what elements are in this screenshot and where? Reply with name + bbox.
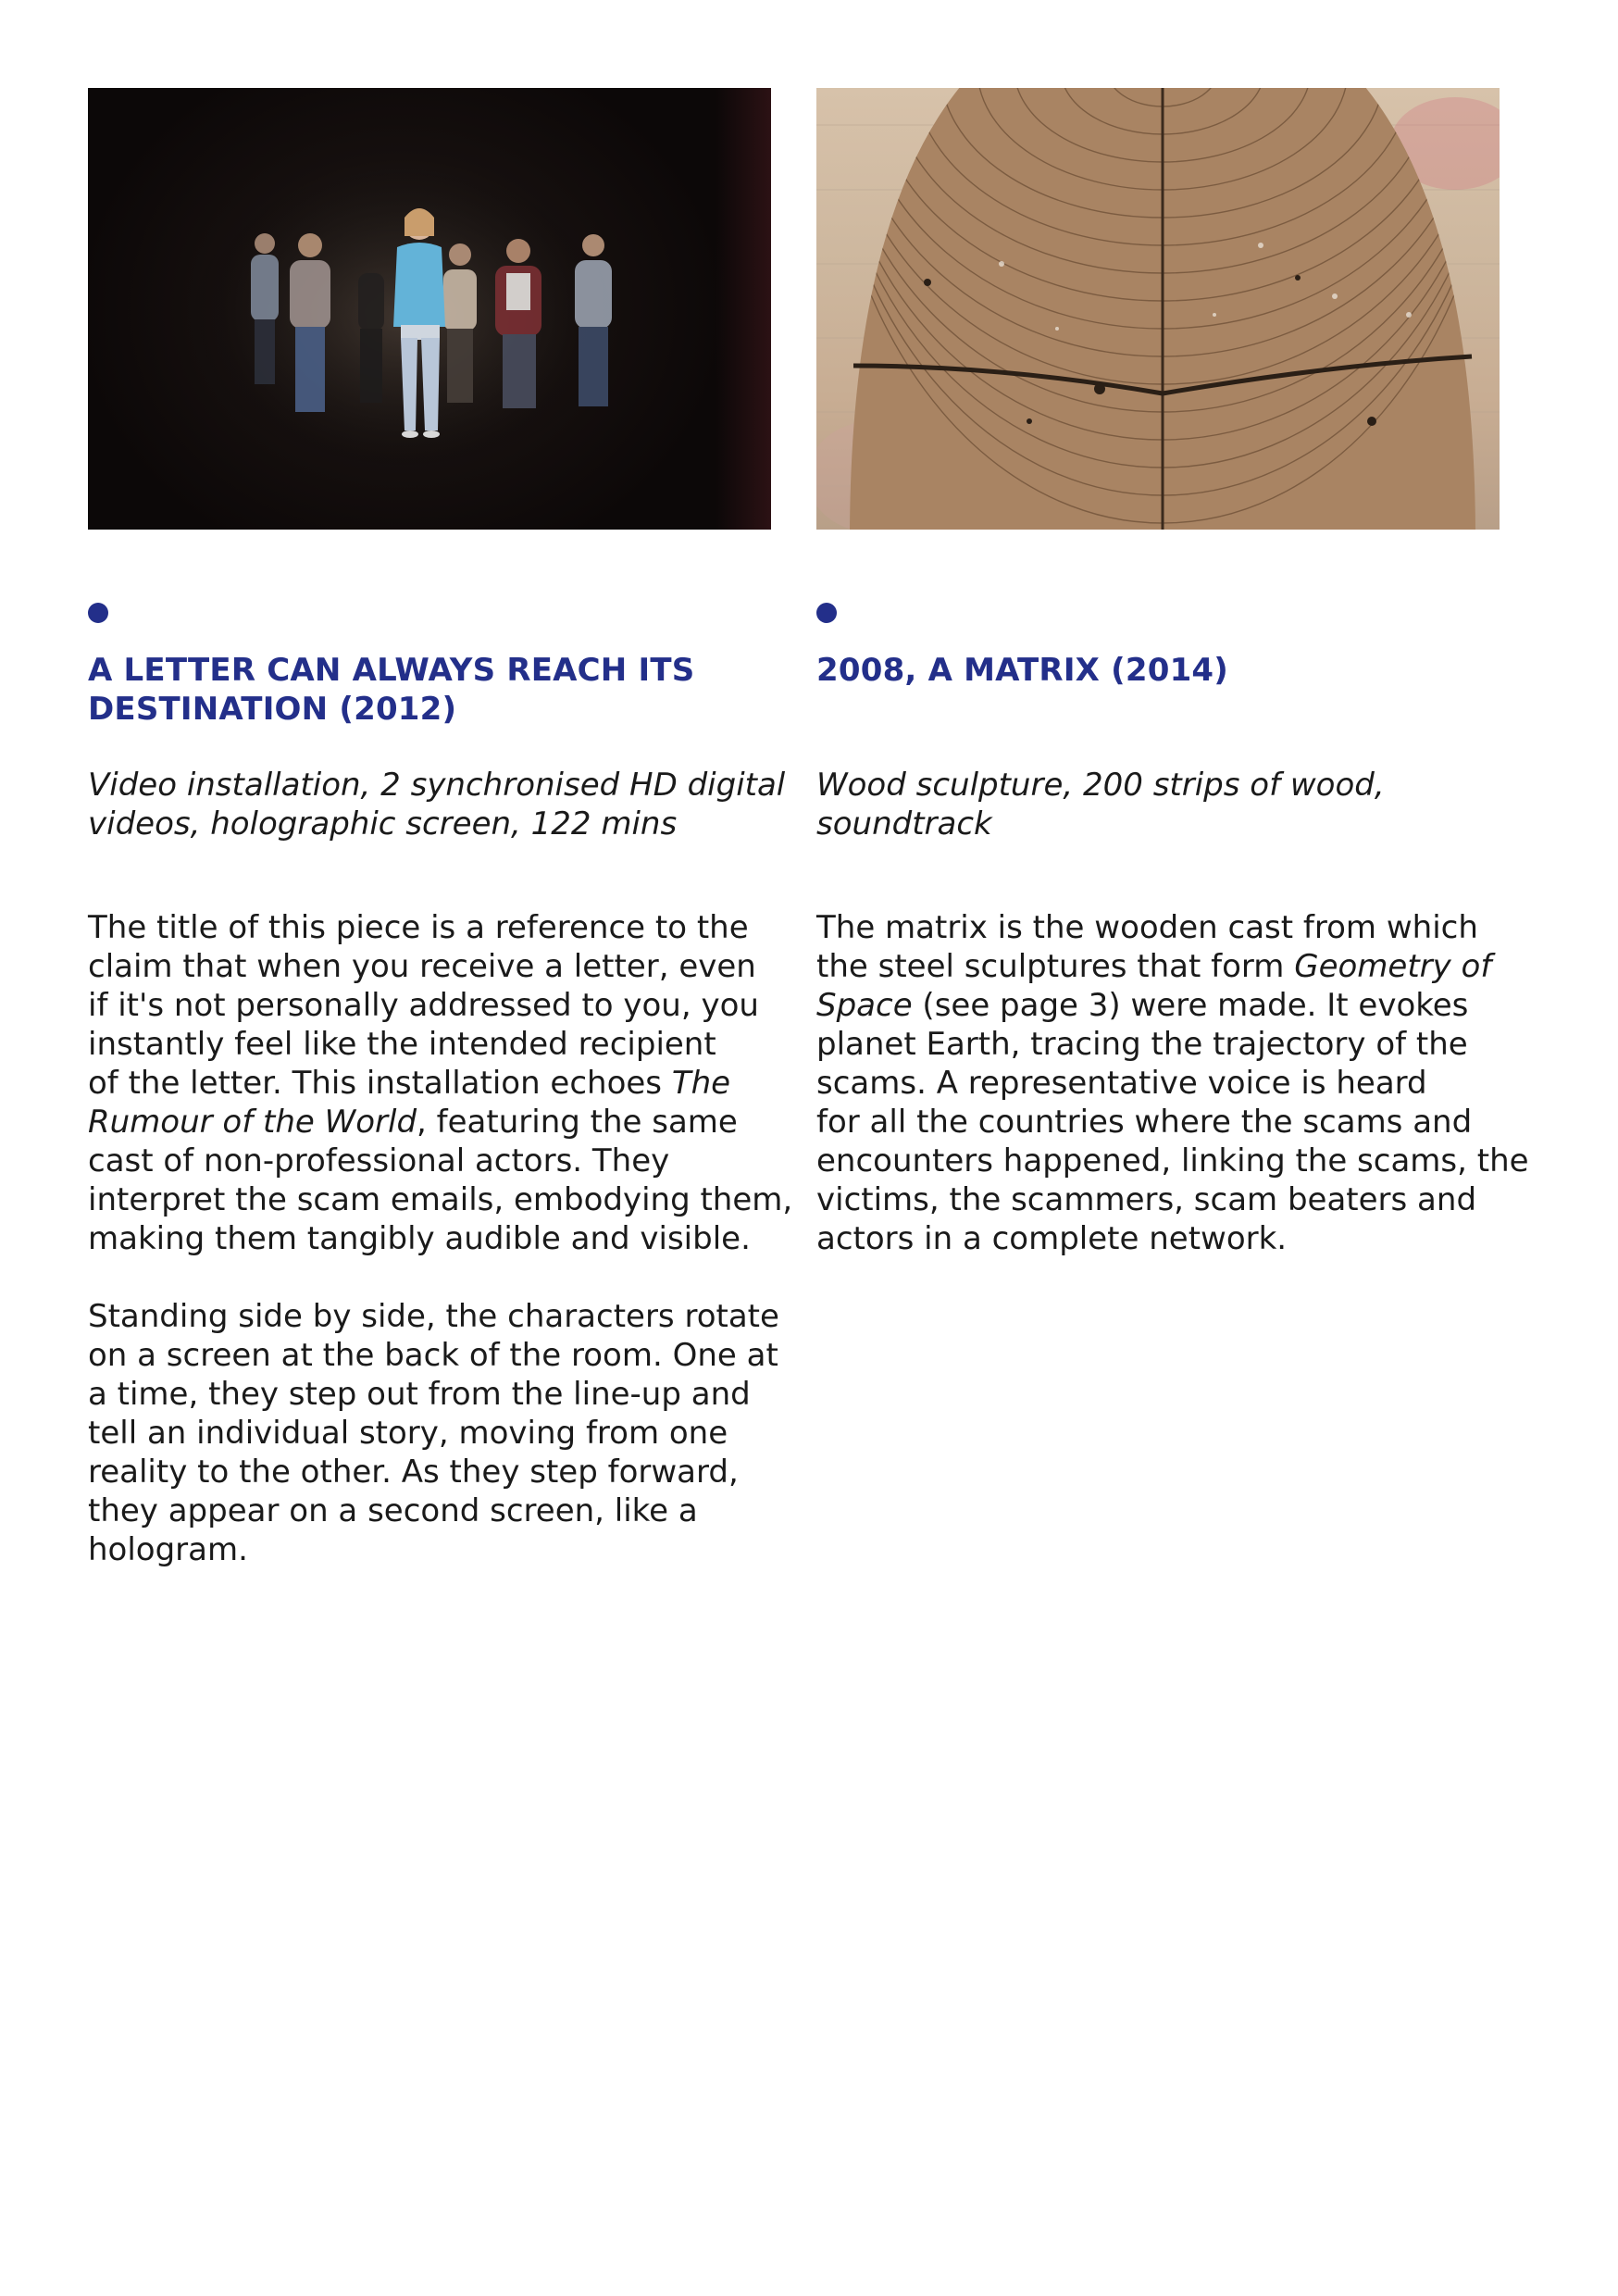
text-line: instantly feel like the intended recipient — [88, 1026, 716, 1063]
description-paragraph — [816, 908, 1529, 1258]
artwork-reference: The — [671, 1065, 731, 1102]
text-line: they appear on a second screen, like a — [88, 1492, 698, 1529]
work-medium — [88, 766, 786, 843]
work-description — [816, 908, 1529, 1258]
text-line — [816, 947, 1500, 986]
artwork-reference: Geometry of — [1294, 948, 1492, 985]
text-line: for all the countries where the scams and — [816, 1104, 1473, 1141]
work-medium — [816, 766, 1500, 843]
left-column — [88, 88, 793, 1569]
text-line: tell an individual story, moving from one — [88, 1415, 728, 1452]
text-run: , featuring the same — [417, 1104, 738, 1141]
artwork-reference: Rumour of the World — [88, 1104, 417, 1141]
work-title — [816, 651, 1500, 690]
text-line: Standing side by side, the characters rotate — [88, 1298, 779, 1335]
text-line: encounters happened, linking the scams, the — [816, 1142, 1529, 1179]
title-line: A LETTER CAN ALWAYS REACH ITS — [88, 652, 695, 689]
artwork-reference: Space — [816, 987, 913, 1024]
text-line: reality to the other. As they step forward, — [88, 1454, 739, 1491]
medium-line: Wood sculpture, 200 strips of wood, — [816, 767, 1385, 804]
text-line: hologram. — [88, 1531, 248, 1568]
medium-line: soundtrack — [816, 805, 992, 842]
right-column — [816, 88, 1529, 1258]
sculpture-illustration — [816, 88, 1500, 530]
text-line: planet Earth, tracing the trajectory of the — [816, 1026, 1468, 1063]
title-line: 2008, A MATRIX (2014) — [816, 652, 1229, 689]
work-description — [88, 908, 793, 1569]
text-line: interpret the scam emails, embodying them, — [88, 1181, 793, 1218]
text-line: The title of this piece is a reference to the — [88, 909, 749, 946]
description-paragraph — [88, 908, 793, 1258]
medium-line: Video installation, 2 synchronised HD digital — [88, 767, 786, 804]
text-line: on a screen at the back of the room. One at — [88, 1337, 778, 1374]
installation-photo — [88, 88, 771, 530]
text-line — [88, 1103, 771, 1142]
text-run: the steel sculptures that form — [816, 948, 1295, 985]
text-line — [816, 986, 1500, 1025]
text-run: of the letter. This installation echoes — [88, 1065, 672, 1102]
text-line: scams. A representative voice is heard — [816, 1065, 1427, 1102]
text-line: claim that when you receive a letter, even — [88, 948, 756, 985]
work-title — [88, 651, 771, 729]
description-paragraph — [88, 1297, 779, 1569]
text-line: actors in a complete network. — [816, 1220, 1288, 1257]
text-line: making them tangibly audible and visible. — [88, 1220, 751, 1257]
text-line: a time, they step out from the line-up and — [88, 1376, 751, 1413]
installation-illustration — [88, 88, 771, 530]
text-run: (see page 3) were made. It evokes — [912, 987, 1469, 1024]
sculpture-photo — [816, 88, 1500, 530]
text-line — [88, 1064, 771, 1103]
text-line: cast of non-professional actors. They — [88, 1142, 670, 1179]
medium-line: videos, holographic screen, 122 mins — [88, 805, 678, 842]
title-line: DESTINATION (2012) — [88, 691, 457, 728]
bullet-dot — [88, 603, 108, 623]
text-line: if it's not personally addressed to you, you — [88, 987, 759, 1024]
text-line: victims, the scammers, scam beaters and — [816, 1181, 1477, 1218]
text-line: The matrix is the wooden cast from which — [816, 909, 1478, 946]
bullet-dot — [816, 603, 837, 623]
